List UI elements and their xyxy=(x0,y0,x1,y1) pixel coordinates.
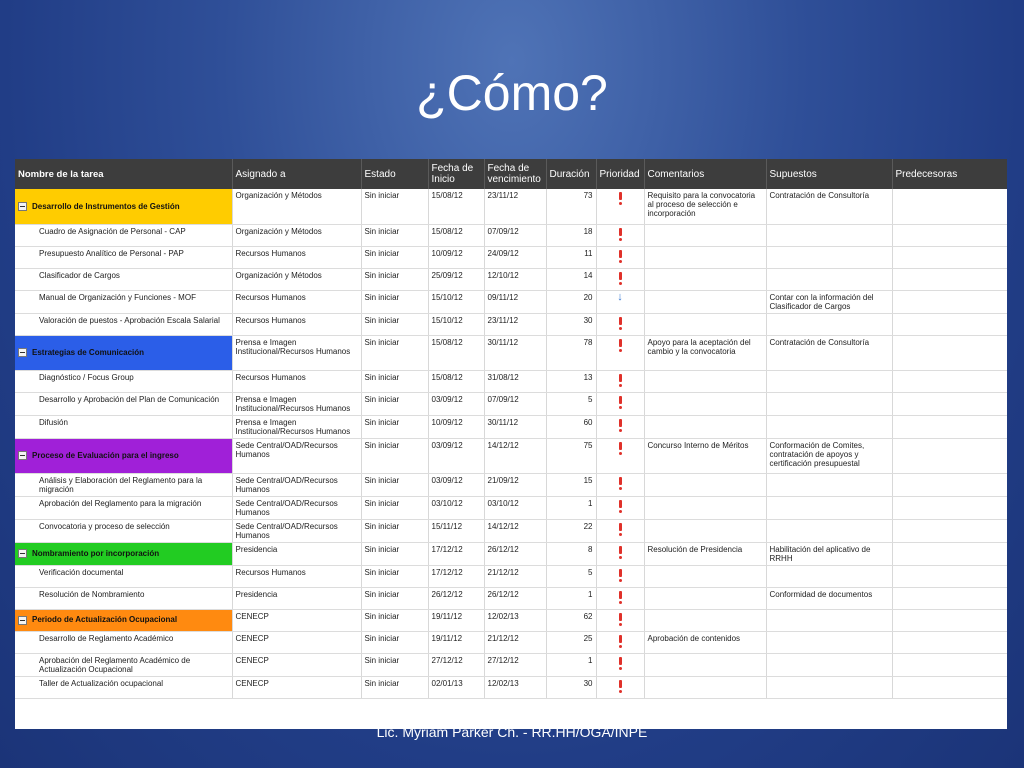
priority-cell[interactable] xyxy=(596,609,644,631)
status-cell[interactable]: Sin iniciar xyxy=(361,496,428,519)
due-date-cell[interactable]: 26/12/12 xyxy=(484,587,546,609)
start-date-cell[interactable]: 02/01/13 xyxy=(428,676,484,698)
high-priority-icon xyxy=(619,374,622,382)
collapse-toggle-icon[interactable] xyxy=(18,348,27,357)
task-name-cell[interactable]: Desarrollo de Reglamento Académico xyxy=(15,631,232,653)
start-date-cell[interactable]: 26/12/12 xyxy=(428,587,484,609)
task-row[interactable] xyxy=(15,268,1007,290)
start-date-cell[interactable]: 03/09/12 xyxy=(428,438,484,473)
task-name-cell[interactable]: Clasificador de Cargos xyxy=(15,268,232,290)
predecessors-cell[interactable] xyxy=(892,653,1007,676)
table-header-row xyxy=(15,159,1007,189)
due-date-cell[interactable]: 23/11/12 xyxy=(484,313,546,335)
task-name-cell[interactable] xyxy=(15,542,232,565)
comments-cell[interactable] xyxy=(644,676,766,698)
duration-cell[interactable]: 73 xyxy=(546,189,596,224)
high-priority-icon xyxy=(619,192,622,200)
duration-cell[interactable]: 75 xyxy=(546,438,596,473)
summary-task-row[interactable] xyxy=(15,542,1007,565)
duration-cell[interactable]: 13 xyxy=(546,370,596,392)
due-date-cell[interactable]: 07/09/12 xyxy=(484,224,546,246)
assigned-cell[interactable]: Recursos Humanos xyxy=(232,370,361,392)
task-row[interactable] xyxy=(15,313,1007,335)
status-cell[interactable]: Sin iniciar xyxy=(361,565,428,587)
comments-cell[interactable] xyxy=(644,370,766,392)
start-date-cell[interactable]: 19/11/12 xyxy=(428,609,484,631)
comments-cell[interactable] xyxy=(644,496,766,519)
summary-task-label: Proceso de Evaluación para el ingreso xyxy=(32,450,179,460)
task-row[interactable] xyxy=(15,473,1007,496)
summary-task-row[interactable] xyxy=(15,335,1007,370)
assumptions-cell[interactable] xyxy=(766,268,892,290)
start-date-cell[interactable]: 15/10/12 xyxy=(428,313,484,335)
due-date-cell[interactable]: 14/12/12 xyxy=(484,519,546,542)
comments-cell[interactable]: Apoyo para la aceptación del cambio y la convocatoria xyxy=(644,335,766,370)
start-date-cell[interactable]: 03/09/12 xyxy=(428,473,484,496)
comments-cell[interactable] xyxy=(644,290,766,313)
assigned-cell[interactable]: Organización y Métodos xyxy=(232,189,361,224)
high-priority-icon xyxy=(619,523,622,531)
high-priority-icon xyxy=(619,272,622,280)
assumptions-cell[interactable] xyxy=(766,392,892,415)
assumptions-cell[interactable] xyxy=(766,653,892,676)
predecessors-cell[interactable] xyxy=(892,370,1007,392)
task-name-cell[interactable]: Diagnóstico / Focus Group xyxy=(15,370,232,392)
start-date-cell[interactable]: 15/08/12 xyxy=(428,370,484,392)
start-date-cell[interactable]: 15/11/12 xyxy=(428,519,484,542)
start-date-cell[interactable]: 10/09/12 xyxy=(428,415,484,438)
predecessors-cell[interactable] xyxy=(892,519,1007,542)
task-name-cell[interactable]: Análisis y Elaboración del Reglamento para la migración xyxy=(15,473,232,496)
task-table-body xyxy=(15,189,1007,698)
header-duration[interactable]: Duración xyxy=(546,159,596,189)
comments-cell[interactable]: Aprobación de contenidos xyxy=(644,631,766,653)
task-name-cell[interactable]: Verificación documental xyxy=(15,565,232,587)
predecessors-cell[interactable] xyxy=(892,313,1007,335)
start-date-cell[interactable]: 03/10/12 xyxy=(428,496,484,519)
high-priority-icon xyxy=(619,591,622,599)
assumptions-cell[interactable]: Contar con la información del Clasificador de Cargos xyxy=(766,290,892,313)
assumptions-cell[interactable] xyxy=(766,496,892,519)
high-priority-icon xyxy=(619,569,622,577)
priority-cell[interactable] xyxy=(596,542,644,565)
status-cell[interactable]: Sin iniciar xyxy=(361,370,428,392)
predecessors-cell[interactable] xyxy=(892,335,1007,370)
task-name-cell[interactable]: Difusión xyxy=(15,415,232,438)
header-due-date[interactable]: Fecha de vencimiento xyxy=(484,159,546,189)
duration-cell[interactable]: 25 xyxy=(546,631,596,653)
task-row[interactable] xyxy=(15,565,1007,587)
task-row[interactable] xyxy=(15,290,1007,313)
assigned-cell[interactable]: Presidencia xyxy=(232,542,361,565)
duration-cell[interactable]: 1 xyxy=(546,496,596,519)
assumptions-cell[interactable]: Conformación de Comites, contratación de apoyos y certificación presupuestal xyxy=(766,438,892,473)
task-name-cell[interactable] xyxy=(15,438,232,473)
priority-cell[interactable] xyxy=(596,268,644,290)
status-cell[interactable]: Sin iniciar xyxy=(361,542,428,565)
priority-cell[interactable] xyxy=(596,415,644,438)
task-name-cell[interactable]: Presupuesto Analítico de Personal - PAP xyxy=(15,246,232,268)
high-priority-icon xyxy=(619,250,622,258)
summary-task-label: Desarrollo de Instrumentos de Gestión xyxy=(32,201,180,211)
start-date-cell[interactable]: 15/10/12 xyxy=(428,290,484,313)
assigned-cell[interactable]: Recursos Humanos xyxy=(232,565,361,587)
summary-task-label: Estrategias de Comunicación xyxy=(32,347,145,357)
high-priority-icon xyxy=(619,657,622,665)
duration-cell[interactable]: 78 xyxy=(546,335,596,370)
start-date-cell[interactable]: 15/08/12 xyxy=(428,189,484,224)
status-cell[interactable]: Sin iniciar xyxy=(361,438,428,473)
high-priority-icon xyxy=(619,442,622,450)
header-predecessors[interactable]: Predecesoras xyxy=(892,159,1007,189)
predecessors-cell[interactable] xyxy=(892,496,1007,519)
comments-cell[interactable]: Resolución de Presidencia xyxy=(644,542,766,565)
header-assigned-to[interactable]: Asignado a xyxy=(232,159,361,189)
predecessors-cell[interactable] xyxy=(892,631,1007,653)
high-priority-icon xyxy=(619,228,622,236)
high-priority-icon xyxy=(619,546,622,554)
status-cell[interactable]: Sin iniciar xyxy=(361,268,428,290)
assigned-cell[interactable]: Sede Central/OAD/Recursos Humanos xyxy=(232,496,361,519)
duration-cell[interactable]: 14 xyxy=(546,268,596,290)
assumptions-cell[interactable] xyxy=(766,415,892,438)
task-name-cell[interactable]: Taller de Actualización ocupacional xyxy=(15,676,232,698)
priority-cell[interactable] xyxy=(596,438,644,473)
slide-footer: Lic. Myriam Parker Ch. - RR.HH/OGA/INPE xyxy=(376,724,648,740)
due-date-cell[interactable]: 12/02/13 xyxy=(484,609,546,631)
duration-cell[interactable]: 8 xyxy=(546,542,596,565)
header-start-date[interactable]: Fecha de Inicio xyxy=(428,159,484,189)
comments-cell[interactable] xyxy=(644,268,766,290)
collapse-toggle-icon[interactable] xyxy=(18,549,27,558)
due-date-cell[interactable]: 27/12/12 xyxy=(484,653,546,676)
priority-cell[interactable] xyxy=(596,290,644,313)
task-name-cell[interactable] xyxy=(15,335,232,370)
start-date-cell[interactable]: 27/12/12 xyxy=(428,653,484,676)
task-name-cell[interactable]: Resolución de Nombramiento xyxy=(15,587,232,609)
task-name-cell[interactable]: Valoración de puestos - Aprobación Escala Salarial xyxy=(15,313,232,335)
summary-task-label: Periodo de Actualización Ocupacional xyxy=(32,615,178,625)
predecessors-cell[interactable] xyxy=(892,392,1007,415)
start-date-cell[interactable]: 25/09/12 xyxy=(428,268,484,290)
assigned-cell[interactable]: Sede Central/OAD/Recursos Humanos xyxy=(232,473,361,496)
due-date-cell[interactable]: 21/09/12 xyxy=(484,473,546,496)
start-date-cell[interactable]: 17/12/12 xyxy=(428,565,484,587)
priority-cell[interactable] xyxy=(596,370,644,392)
status-cell[interactable]: Sin iniciar xyxy=(361,313,428,335)
assigned-cell[interactable]: Organización y Métodos xyxy=(232,224,361,246)
duration-cell[interactable]: 1 xyxy=(546,587,596,609)
task-row[interactable] xyxy=(15,587,1007,609)
priority-cell[interactable] xyxy=(596,496,644,519)
low-priority-icon: ↓ xyxy=(617,290,623,303)
predecessors-cell[interactable] xyxy=(892,587,1007,609)
comments-cell[interactable] xyxy=(644,519,766,542)
duration-cell[interactable]: 30 xyxy=(546,676,596,698)
due-date-cell[interactable]: 31/08/12 xyxy=(484,370,546,392)
assumptions-cell[interactable] xyxy=(766,565,892,587)
collapse-toggle-icon[interactable] xyxy=(18,616,27,625)
assumptions-cell[interactable] xyxy=(766,609,892,631)
priority-cell[interactable] xyxy=(596,519,644,542)
comments-cell[interactable] xyxy=(644,587,766,609)
priority-cell[interactable] xyxy=(596,587,644,609)
assigned-cell[interactable]: Presidencia xyxy=(232,587,361,609)
predecessors-cell[interactable] xyxy=(892,542,1007,565)
duration-cell[interactable]: 20 xyxy=(546,290,596,313)
assumptions-cell[interactable] xyxy=(766,631,892,653)
start-date-cell[interactable]: 15/08/12 xyxy=(428,335,484,370)
predecessors-cell[interactable] xyxy=(892,415,1007,438)
comments-cell[interactable] xyxy=(644,224,766,246)
start-date-cell[interactable]: 03/09/12 xyxy=(428,392,484,415)
due-date-cell[interactable]: 07/09/12 xyxy=(484,392,546,415)
due-date-cell[interactable]: 30/11/12 xyxy=(484,335,546,370)
task-row[interactable] xyxy=(15,415,1007,438)
status-cell[interactable]: Sin iniciar xyxy=(361,392,428,415)
duration-cell[interactable]: 5 xyxy=(546,392,596,415)
predecessors-cell[interactable] xyxy=(892,676,1007,698)
summary-task-row[interactable] xyxy=(15,609,1007,631)
predecessors-cell[interactable] xyxy=(892,224,1007,246)
assigned-cell[interactable]: CENECP xyxy=(232,676,361,698)
assigned-cell[interactable]: Recursos Humanos xyxy=(232,290,361,313)
comments-cell[interactable] xyxy=(644,473,766,496)
assumptions-cell[interactable] xyxy=(766,473,892,496)
status-cell[interactable]: Sin iniciar xyxy=(361,653,428,676)
status-cell[interactable]: Sin iniciar xyxy=(361,415,428,438)
status-cell[interactable]: Sin iniciar xyxy=(361,587,428,609)
assumptions-cell[interactable] xyxy=(766,370,892,392)
start-date-cell[interactable]: 17/12/12 xyxy=(428,542,484,565)
task-row[interactable] xyxy=(15,676,1007,698)
due-date-cell[interactable]: 23/11/12 xyxy=(484,189,546,224)
duration-cell[interactable]: 1 xyxy=(546,653,596,676)
comments-cell[interactable] xyxy=(644,246,766,268)
priority-cell[interactable] xyxy=(596,392,644,415)
predecessors-cell[interactable] xyxy=(892,565,1007,587)
task-name-cell[interactable]: Manual de Organización y Funciones - MOF xyxy=(15,290,232,313)
status-cell[interactable]: Sin iniciar xyxy=(361,473,428,496)
duration-cell[interactable]: 18 xyxy=(546,224,596,246)
header-priority[interactable]: Prioridad xyxy=(596,159,644,189)
task-row[interactable] xyxy=(15,653,1007,676)
due-date-cell[interactable]: 14/12/12 xyxy=(484,438,546,473)
status-cell[interactable]: Sin iniciar xyxy=(361,224,428,246)
start-date-cell[interactable]: 19/11/12 xyxy=(428,631,484,653)
duration-cell[interactable]: 22 xyxy=(546,519,596,542)
task-name-cell[interactable]: Aprobación del Reglamento para la migración xyxy=(15,496,232,519)
assumptions-cell[interactable] xyxy=(766,224,892,246)
task-name-cell[interactable]: Aprobación del Reglamento Académico de Actualización Ocupacional xyxy=(15,653,232,676)
status-cell[interactable]: Sin iniciar xyxy=(361,335,428,370)
task-row[interactable] xyxy=(15,519,1007,542)
high-priority-icon xyxy=(619,339,622,347)
high-priority-icon xyxy=(619,317,622,325)
status-cell[interactable]: Sin iniciar xyxy=(361,609,428,631)
comments-cell[interactable] xyxy=(644,609,766,631)
assumptions-cell[interactable] xyxy=(766,246,892,268)
predecessors-cell[interactable] xyxy=(892,473,1007,496)
task-row[interactable] xyxy=(15,224,1007,246)
start-date-cell[interactable]: 10/09/12 xyxy=(428,246,484,268)
assigned-cell[interactable]: CENECP xyxy=(232,653,361,676)
task-name-cell[interactable]: Cuadro de Asignación de Personal - CAP xyxy=(15,224,232,246)
slide-title: ¿Cómo? xyxy=(416,65,608,121)
high-priority-icon xyxy=(619,500,622,508)
due-date-cell[interactable]: 21/12/12 xyxy=(484,565,546,587)
summary-task-row[interactable] xyxy=(15,438,1007,473)
assigned-cell[interactable]: Prensa e Imagen Institucional/Recursos Humanos xyxy=(232,392,361,415)
header-comments[interactable]: Comentarios xyxy=(644,159,766,189)
start-date-cell[interactable]: 15/08/12 xyxy=(428,224,484,246)
comments-cell[interactable] xyxy=(644,653,766,676)
assumptions-cell[interactable]: Conformidad de documentos xyxy=(766,587,892,609)
task-row[interactable] xyxy=(15,370,1007,392)
high-priority-icon xyxy=(619,477,622,485)
due-date-cell[interactable]: 24/09/12 xyxy=(484,246,546,268)
high-priority-icon xyxy=(619,680,622,688)
task-name-cell[interactable] xyxy=(15,609,232,631)
high-priority-icon xyxy=(619,396,622,404)
comments-cell[interactable]: Requisito para la convocatoria al proceso de selección e incorporación xyxy=(644,189,766,224)
assigned-cell[interactable]: CENECP xyxy=(232,609,361,631)
predecessors-cell[interactable] xyxy=(892,290,1007,313)
task-table xyxy=(15,159,1007,699)
duration-cell[interactable]: 30 xyxy=(546,313,596,335)
priority-cell[interactable] xyxy=(596,224,644,246)
comments-cell[interactable] xyxy=(644,392,766,415)
due-date-cell[interactable]: 09/11/12 xyxy=(484,290,546,313)
assigned-cell[interactable]: Prensa e Imagen Institucional/Recursos Humanos xyxy=(232,415,361,438)
header-assumptions[interactable]: Supuestos xyxy=(766,159,892,189)
predecessors-cell[interactable] xyxy=(892,189,1007,224)
predecessors-cell[interactable] xyxy=(892,438,1007,473)
priority-cell[interactable] xyxy=(596,676,644,698)
task-name-cell[interactable] xyxy=(15,189,232,224)
assigned-cell[interactable]: Prensa e Imagen Institucional/Recursos Humanos xyxy=(232,335,361,370)
priority-cell[interactable] xyxy=(596,631,644,653)
comments-cell[interactable] xyxy=(644,415,766,438)
assigned-cell[interactable]: Sede Central/OAD/Recursos Humanos xyxy=(232,519,361,542)
priority-cell[interactable] xyxy=(596,335,644,370)
assumptions-cell[interactable] xyxy=(766,676,892,698)
task-name-cell[interactable]: Desarrollo y Aprobación del Plan de Comunicación xyxy=(15,392,232,415)
assigned-cell[interactable]: Recursos Humanos xyxy=(232,313,361,335)
due-date-cell[interactable]: 21/12/12 xyxy=(484,631,546,653)
comments-cell[interactable]: Concurso Interno de Méritos xyxy=(644,438,766,473)
comments-cell[interactable] xyxy=(644,565,766,587)
assigned-cell[interactable]: Recursos Humanos xyxy=(232,246,361,268)
priority-cell[interactable] xyxy=(596,313,644,335)
task-row[interactable] xyxy=(15,392,1007,415)
assumptions-cell[interactable]: Contratación de Consultoría xyxy=(766,189,892,224)
due-date-cell[interactable]: 12/02/13 xyxy=(484,676,546,698)
header-task-name[interactable]: Nombre de la tarea xyxy=(15,159,232,189)
predecessors-cell[interactable] xyxy=(892,268,1007,290)
assumptions-cell[interactable]: Contratación de Consultoría xyxy=(766,335,892,370)
task-row[interactable] xyxy=(15,631,1007,653)
predecessors-cell[interactable] xyxy=(892,246,1007,268)
assigned-cell[interactable]: Organización y Métodos xyxy=(232,268,361,290)
due-date-cell[interactable]: 26/12/12 xyxy=(484,542,546,565)
duration-cell[interactable]: 60 xyxy=(546,415,596,438)
due-date-cell[interactable]: 30/11/12 xyxy=(484,415,546,438)
summary-task-label: Nombramiento por incorporación xyxy=(32,548,160,558)
due-date-cell[interactable]: 12/10/12 xyxy=(484,268,546,290)
status-cell[interactable]: Sin iniciar xyxy=(361,676,428,698)
assumptions-cell[interactable] xyxy=(766,313,892,335)
task-table-container xyxy=(15,159,1007,729)
status-cell[interactable]: Sin iniciar xyxy=(361,631,428,653)
assumptions-cell[interactable]: Habilitación del aplicativo de RRHH xyxy=(766,542,892,565)
summary-task-row[interactable] xyxy=(15,189,1007,224)
high-priority-icon xyxy=(619,635,622,643)
priority-cell[interactable] xyxy=(596,565,644,587)
due-date-cell[interactable]: 03/10/12 xyxy=(484,496,546,519)
duration-cell[interactable]: 15 xyxy=(546,473,596,496)
priority-cell[interactable] xyxy=(596,473,644,496)
task-row[interactable] xyxy=(15,496,1007,519)
high-priority-icon xyxy=(619,419,622,427)
priority-cell[interactable] xyxy=(596,653,644,676)
status-cell[interactable]: Sin iniciar xyxy=(361,189,428,224)
predecessors-cell[interactable] xyxy=(892,609,1007,631)
status-cell[interactable]: Sin iniciar xyxy=(361,519,428,542)
priority-cell[interactable] xyxy=(596,189,644,224)
header-status[interactable]: Estado xyxy=(361,159,428,189)
assigned-cell[interactable]: CENECP xyxy=(232,631,361,653)
assumptions-cell[interactable] xyxy=(766,519,892,542)
status-cell[interactable]: Sin iniciar xyxy=(361,290,428,313)
task-name-cell[interactable]: Convocatoria y proceso de selección xyxy=(15,519,232,542)
duration-cell[interactable]: 11 xyxy=(546,246,596,268)
duration-cell[interactable]: 5 xyxy=(546,565,596,587)
comments-cell[interactable] xyxy=(644,313,766,335)
assigned-cell[interactable]: Sede Central/OAD/Recursos Humanos xyxy=(232,438,361,473)
collapse-toggle-icon[interactable] xyxy=(18,451,27,460)
priority-cell[interactable] xyxy=(596,246,644,268)
high-priority-icon xyxy=(619,613,622,621)
duration-cell[interactable]: 62 xyxy=(546,609,596,631)
collapse-toggle-icon[interactable] xyxy=(18,202,27,211)
status-cell[interactable]: Sin iniciar xyxy=(361,246,428,268)
task-row[interactable] xyxy=(15,246,1007,268)
